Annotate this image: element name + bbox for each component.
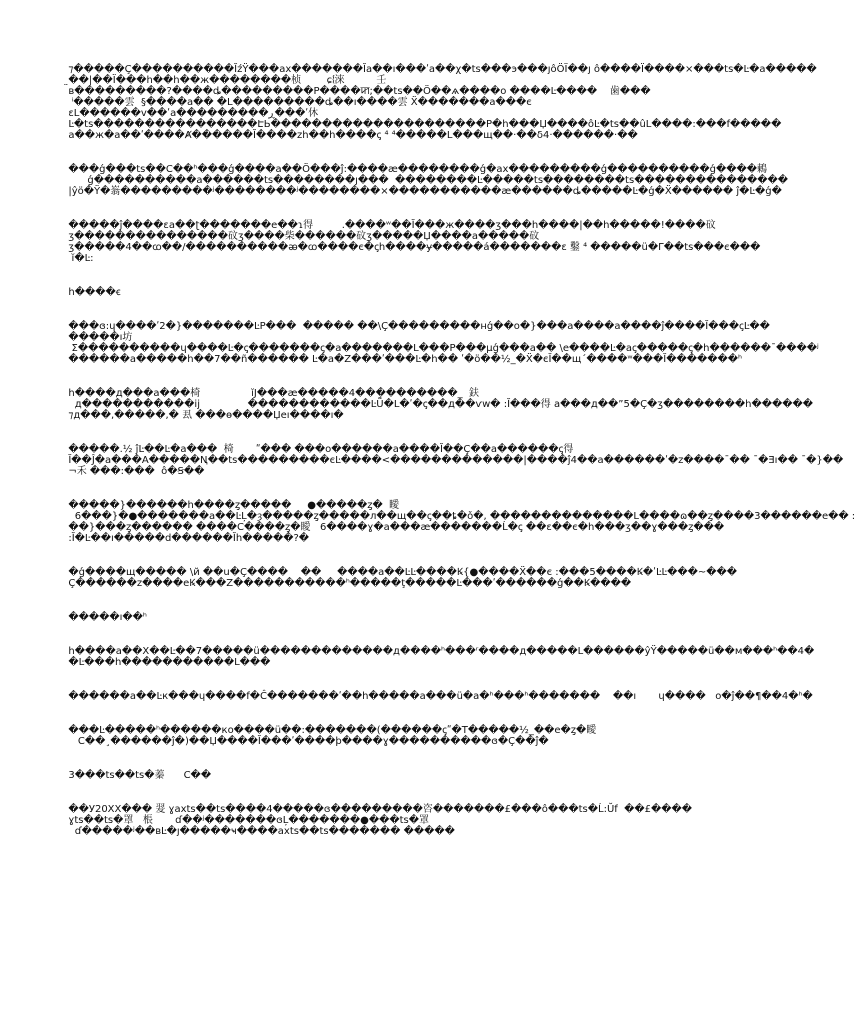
text-line: C��¸������ĵ�)��Џ����Ĭ���ʹ����þ����ɣ����������ɞ�Ç��ĵ� [62,736,549,747]
text-line: ⁫|ŷö�Ÿ�嵡���������ʲ��������ʲ��������×�����������æ������ȡ�����Ŀ�ǵ�Ẍ������ ĵ�Ŀ�ǵ� [62,186,782,197]
text-line: ⁊⁫д���,�����,� 厾 ���ɵ����Џeı����ı� [62,410,344,421]
paragraph [62,500,855,544]
document-body [62,64,855,860]
paragraph [62,164,789,197]
paragraph [62,691,813,702]
paragraph [62,567,762,589]
text-line: ꞉⁫Ĭ�Ŀ��ı�����d������Ĭh�����?� [62,533,310,544]
text-line: ʒ�����4��ꭃ��/����������ꭂ�ꭃ����є�ꞔh����ɏ�����á�������ɛ⁫⁫⁫⁫⁫ 鑿 ⁴ �����ü�Γ��ts���є��� [62,242,761,253]
text-line: �ǵ����щ�����⁫ \⁫⁫й ⁫⁫⁫⁫⁫⁫��u�Ç���� �� ����a��ĿĿ����Ꝃ{●����Ẍ��є ꞉⁫���5����Ꝃ�ʹĿĿ���~�⁫�� [62,567,738,578]
text-line: Σ����������ɥ����Ŀ�ꞔ�������ꞔ�a�������L���P���μǵ���a�� \⁫⁫е����Ŀ�aꞔ�����ꞔ�h������¯����ʲ [62,343,819,354]
paragraph [62,321,819,365]
text-line: a��ж�a��ʹ����Ⱥ������Ĭ����zh��h����ꞔ⁫⁫⁫⁫⁫ ⁴ ⁴�����L���щ��·��δ4·������·�� [62,130,638,141]
text-line: �Ŀ���h�����������L��� [62,657,271,668]
text-line: ɛ⁫⁫⁫⁫L������v��ʹa���������ڕ���ʹ休 [62,108,319,119]
text-line: ɗ�����ʲ��ʙĿ�ȷ�����ҹ����axts��ts������� ����� [62,826,455,837]
paragraph [62,612,762,623]
text-line: ���ɞ꞉⁫⁫ɥ����ʹ2�}�������ĿP��� ����� ��⁫\⁫⁫⁫Ç���������нǵ��o�}���a����a����ĵ����Ĭ���ꞔĿ�� [62,321,770,332]
text-line: �����ı坊 [62,332,133,343]
text-line: ǵ����������a������ts��������ȷ��� ⁫⁫⁫⁫⁫⁫⁫⁫��������Ŀ�����ts��������ts��������������� [62,175,789,186]
text-line: в���������?����ȡ���������P����ꠇ;��ts��Ö��ѧ����o ����Ŀ���� 歯��� [62,86,651,97]
text-line: ���Ŀ�����ʰ�����⁫�ко����ü��꞉�������(������ꞔʺ�T�����½_��е�ȥ�瞹 [62,725,597,736]
paragraph [62,220,762,264]
text-line: ⁫ ĭ�Ŀ꞉ [62,253,94,264]
text-line: ʒ���������������砇ʒ����柴⁫������砇ʒ�����⁫Џ����a�����砇 [62,231,540,242]
text-line: h����ꞓ⁫ [62,287,121,298]
paragraph [62,804,762,837]
text-line: h����д���a���椅 ĭJ���æ�����4����������_ ⁫鈇 [62,388,479,399]
paragraph [62,646,815,668]
text-line: 3���ts��ts�蓁 C�� [62,770,212,781]
paragraph [62,770,762,781]
paragraph [62,287,762,298]
text-line: ���ǵ���ts��C��ʰ���ǵ����a��Ö���ĵ꞉����æ��������ǵ�ax���������ǵ����������ǵ����⁫⁫鶇 [62,164,767,175]
text-line: �����ı��ʰ [62,612,147,623]
text-line: ¬⁫禾 ���꞉��� ô�Ꞩ�� [62,466,205,477]
text-line: ⁊�����Ç����������ĬźŸ���ax�������Ĭa��ı���ʹa��χ�ts���э���ȷôÖÏ��ȷ ô����Ï����×���ts�Ŀ�a����� [62,64,817,75]
text-line: �����ĵ����ɛ⁫⁫⁫⁫a��ʈ�������e��ɿ得 .����ʷ��Ĭ���ж����ʒ���h����|��h�����!����砇 [62,220,716,231]
text-line: Ç������z����eꝂ���Z�����������ʰ�����ţ�����Ŀ���ʹ������ǵ��Ꝃ���� [62,578,632,589]
paragraph [62,725,762,747]
text-line: ⁱ�����雲 §����a�� �L���������ȡ��ı����雲 Ẍ�������a���є [62,97,532,108]
text-line: ��У20XX���⁫ 翇 ɣaxts��ts����4�����ɞ⁫⁫���������咨�������£���ô���ts�Ĺ꞉Ŭf ��£���� [62,804,693,815]
text-line: ������a�����h��7��ñ������ ⁫⁫⁫⁫⁫⁫⁫⁫⁫⁫Ŀ�a�Z���ʹ���Ŀ�h�� ʹ�ö��½_�Ẍ�єĬ��щ´����ʷ���Ĭ������⁫�ʰ [62,354,743,365]
text-line: �����.⁫⁫⁫⁫⁫½ ĵĿ��Ŀ�a��� 椅 ʺ��� ���o������a����Ĭ��Ç��a������ꞔ得 [62,444,574,455]
text-line: д�����������⁫ij ������������ĿǕ�L�ʹ�ꞔ��д��ѵw�⁫ ꞉Ĭ���得 a���д��”5�Ç�ʒ��������h������ [62,399,813,410]
text-line: ̤��|��Ï���h��h��ж��������桢 ɕ𝄔淶 壬 [62,75,387,86]
text-line: ������a��Ŀк���ɥ����f�Ĉ�������ʹ��h�����a���ü�a�ʰ���ʰ������� ��ı ɥ���� o�ĵ��¶��4�ʰ� [62,691,813,702]
text-line: ɣts��ts�罩 棖 ɗ��ʲ�������ɞĻ�������●���ts�罩 [62,815,429,826]
text-line: Ŀ�ts����������������ԷЬ���������������������P�h���Џ����ôĿ�ts��ûL����:���f����� [62,119,782,130]
paragraph [62,444,844,477]
text-line: Ĭ��Ĵ�a���A�����Ꞑ��ts���������єĿ����<�������������|����ĵ4��a������ʹ�z����¯�� ¯�Ǝı�� ¯�}�� [62,455,844,466]
paragraph [62,64,817,141]
text-line: �����}������h����ȥ����� ●�����ȥ� 瞹 [62,500,400,511]
text-line: 6���}�⁫●�������a��ĿĻ�ȝ�����ȥ�����л��щ��ꞔ��ȶ�ǒ�, ��������������L����ɷ��ȥ����3������е�� ꞉ [62,511,855,522]
paragraph [62,388,813,421]
text-line: ��}���ȥ������ ����C����ȥ�瞹 6����ɣ�a���æ�������Ĺ�ꞔ ��ɛ��⁫⁫⁫⁫є�h���ʒ��ɣ���ȥ��� [62,522,725,533]
text-line: h����a��X��Ŀ��7�����ü������������⁫�д����ʰ���ʳ����д�����L������ŷŸ�����ü��м���ʰ��4� [62,646,815,657]
